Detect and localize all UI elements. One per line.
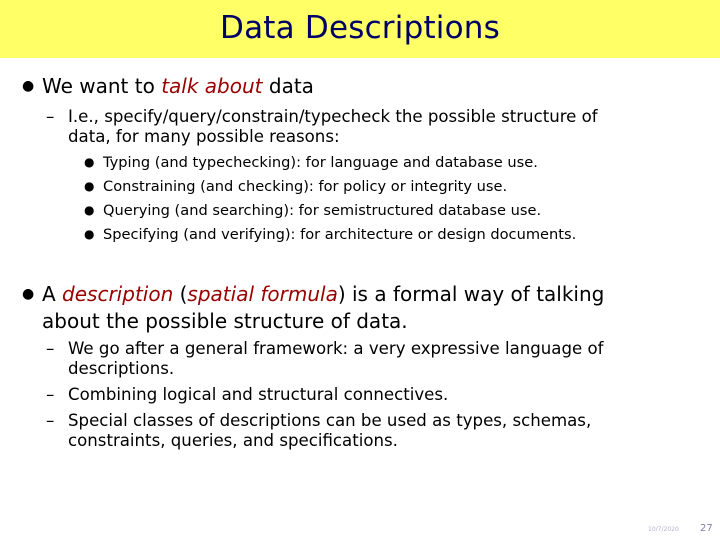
dash-icon: –	[46, 107, 55, 126]
bullet-text	[42, 281, 604, 308]
bullet-text-after: data	[262, 74, 314, 98]
bullet-text-before: We want to	[42, 74, 162, 98]
bullet-dot-icon: ●	[84, 227, 95, 241]
bullet-text-rest: ) is a formal way of talking	[337, 282, 605, 306]
bullet-dot-icon: ●	[22, 78, 35, 94]
subpoint-line-1: Combining logical and structural connectives.	[68, 385, 449, 404]
reason-text: Specifying (and verifying): for architecture or design documents.	[103, 226, 577, 243]
subbullet-line-1: I.e., specify/query/constrain/typecheck the possible structure of	[68, 107, 598, 126]
title-bar	[0, 0, 720, 58]
reason-text: Typing (and typechecking): for language and database use.	[103, 154, 538, 171]
bullet-dot-icon: ●	[22, 286, 35, 302]
reason-item	[84, 225, 576, 244]
subpoint-line-2: descriptions.	[68, 359, 175, 378]
bullet-article: A	[42, 282, 63, 306]
reason-item	[84, 153, 538, 172]
subpoint-line-1: We go after a general framework: a very expressive language of	[68, 339, 604, 358]
bullet-dot-icon: ●	[84, 179, 95, 193]
dash-icon: –	[46, 339, 55, 358]
bullet-text	[42, 73, 314, 100]
spatial-formula-term: spatial formula	[187, 282, 338, 306]
subpoint-line-2: constraints, queries, and specifications.	[68, 431, 398, 450]
page-number: 27	[700, 523, 713, 534]
subbullet-line-2: data, for many possible reasons:	[68, 127, 340, 146]
subpoint-line-1: Special classes of descriptions can be used as types, schemas,	[68, 411, 592, 430]
footer-date: 10/7/2020	[648, 526, 679, 533]
dash-icon: –	[46, 385, 55, 404]
reason-text: Querying (and searching): for semistructured database use.	[103, 202, 542, 219]
reason-text: Constraining (and checking): for policy or integrity use.	[103, 178, 508, 195]
dash-icon: –	[46, 411, 55, 430]
bullet-text-line-2: about the possible structure of data.	[42, 309, 408, 333]
talk-about-emphasis: talk about	[161, 74, 263, 98]
reason-item	[84, 177, 507, 196]
bullet-dot-icon: ●	[84, 155, 95, 169]
description-term: description	[62, 282, 174, 306]
slide-title: Data Descriptions	[220, 10, 500, 46]
reason-item	[84, 201, 541, 220]
bullet-dot-icon: ●	[84, 203, 95, 217]
paren-open: (	[173, 282, 188, 306]
